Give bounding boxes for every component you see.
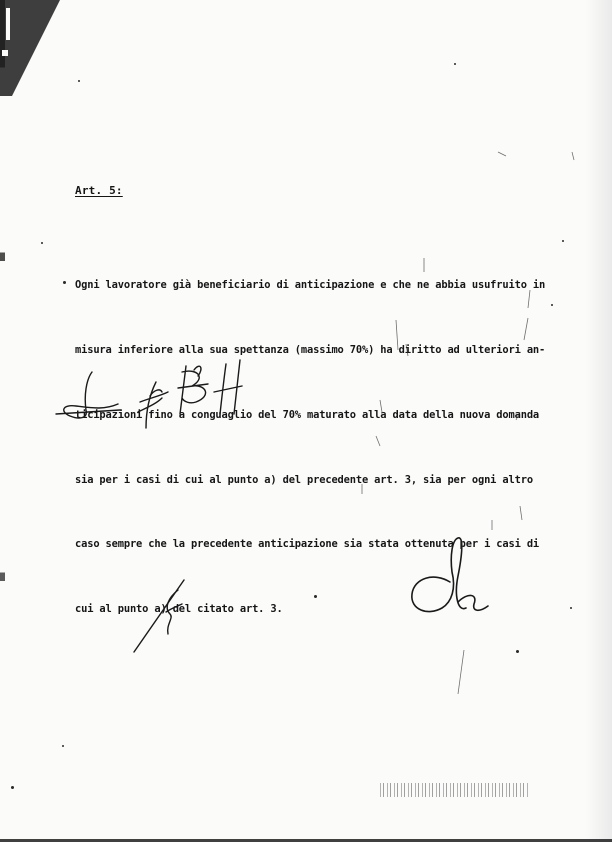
scan-speck: [551, 304, 553, 306]
body-line-4: sia per i casi di cui al punto a) del precedente art. 3, sia per ogni altro: [75, 473, 533, 486]
scan-speck: [62, 745, 64, 747]
scan-speck: [516, 650, 519, 653]
scan-speck: [41, 242, 43, 244]
scan-speck: [570, 607, 572, 609]
body-line-6: cui al punto a) del citato art. 3.: [75, 603, 283, 616]
scan-speck: [63, 281, 66, 284]
scan-speck: [454, 63, 456, 65]
article-heading: [75, 184, 123, 197]
body-line-5: caso sempre che la precedente anticipazione sia stata ottenuta per i casi di: [75, 538, 540, 551]
scan-speck: [11, 786, 14, 789]
scan-speck: [562, 240, 564, 242]
article-body: [75, 232, 545, 664]
scan-left-edge: [0, 0, 5, 842]
article-heading-text: Art. 5:: [75, 184, 123, 197]
body-line-1: Ogni lavoratore già beneficiario di anticipazione e che ne abbia usufruito in: [75, 279, 546, 292]
corner-scan-artifact-icon: [0, 0, 64, 96]
scan-speck: [314, 595, 317, 598]
scan-speck: [78, 80, 80, 82]
body-line-3: ticipazioni fino a conguaglio del 70% maturato alla data della nuova domanda: [75, 408, 540, 421]
scan-right-edge: [586, 0, 612, 842]
body-line-2: misura inferiore alla sua spettanza (massimo 70%) ha diritto ad ulteriori an-: [75, 343, 546, 356]
scan-noise: [380, 783, 530, 797]
